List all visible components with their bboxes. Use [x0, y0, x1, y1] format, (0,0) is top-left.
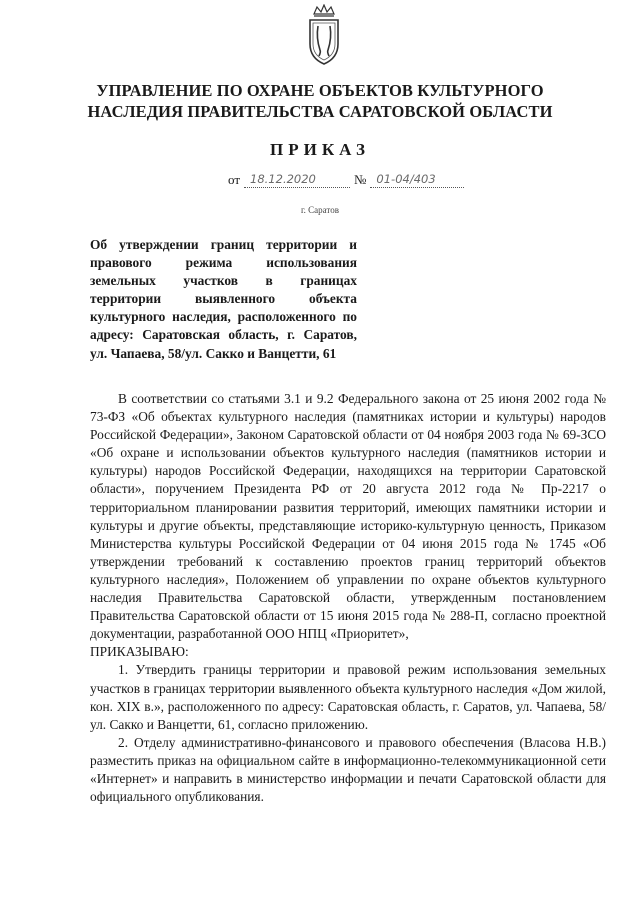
organization-heading-line-2: НАСЛЕДИЯ ПРАВИТЕЛЬСТВА САРАТОВСКОЙ ОБЛАСТИ: [87, 102, 553, 121]
preamble-paragraph: В соответствии со статьями 3.1 и 9.2 Федерального закона от 25 июня 2002 года № 73-ФЗ «Об объектах культурного наследия (памятниках истории и культуры) народов Российской Федерации», Законом Саратовской области от 04 ноября 2003 года № 69-ЗСО «Об охране и использовании объектов культурного наследия (памятников истории и культуры) народов Российской Федерации, находящихся на территории Саратовской области», поручением Президента РФ от 20 августа 2012 года № Пр-2217 о территориальном планировании развития территорий, имеющих памятники истории и культуры и другие объекты, представляющие историко-культурную ценность, Приказом Министерства культуры Российской Федерации от 04 июня 2015 года № 1745 «Об утверждении требований к составлению проектов границ территорий объектов культурного наследия», Положением об управлении по охране объектов культурного наследия Правительства Саратовской области, утвержденным постановлением Правительства Саратовской области от 15 июня 2015 года № 288-П, согласно проектной документации, разработанной ООО НПЦ «Приоритет»,: [90, 391, 606, 642]
order-word: ПРИКАЗЫВАЮ:: [90, 644, 189, 660]
from-label: от: [228, 172, 241, 187]
organization-heading-line-1: УПРАВЛЕНИЕ ПО ОХРАНЕ ОБЪЕКТОВ КУЛЬТУРНОГО: [96, 81, 544, 100]
coat-of-arms-icon: [304, 4, 344, 68]
order-subject: [90, 236, 357, 363]
handwritten-order-number: 01-04/403: [370, 172, 464, 188]
city-label: г. Саратов: [301, 205, 339, 215]
order-subject-text: Об утверждении границ территории и правового режима использования земельных участков в границах территории выявленного объекта культурного наследия, расположенного по адресу: Саратовская область, г. Саратов, ул. Чапаева, 58/ул. Сакко и Ванцетти, 61: [90, 237, 357, 361]
order-item-2: 2. Отделу административно-финансового и правового обеспечения (Власова Н.В.) разместить приказ на официальном сайте в информационно-телекоммуникационной сети «Интернет» и направить в министерство информации и печати Саратовской области для официального опубликования.: [90, 734, 606, 805]
order-date-number-line: [228, 172, 464, 188]
document-title: ПРИКАЗ: [270, 140, 370, 159]
handwritten-date: 18.12.2020: [244, 172, 350, 188]
organization-heading: [60, 80, 580, 122]
number-label: №: [354, 172, 367, 187]
order-body: [90, 390, 606, 806]
order-item-1: 1. Утвердить границы территории и правовой режим использования земельных участков в границах территории выявленного объекта культурного наследия «Дом жилой, кон. XIX в.», расположенного по адресу: Саратовская область, г. Саратов, ул. Чапаева, 58/ул. Сакко и Ванцетти, 61, согласно приложению.: [90, 662, 606, 732]
